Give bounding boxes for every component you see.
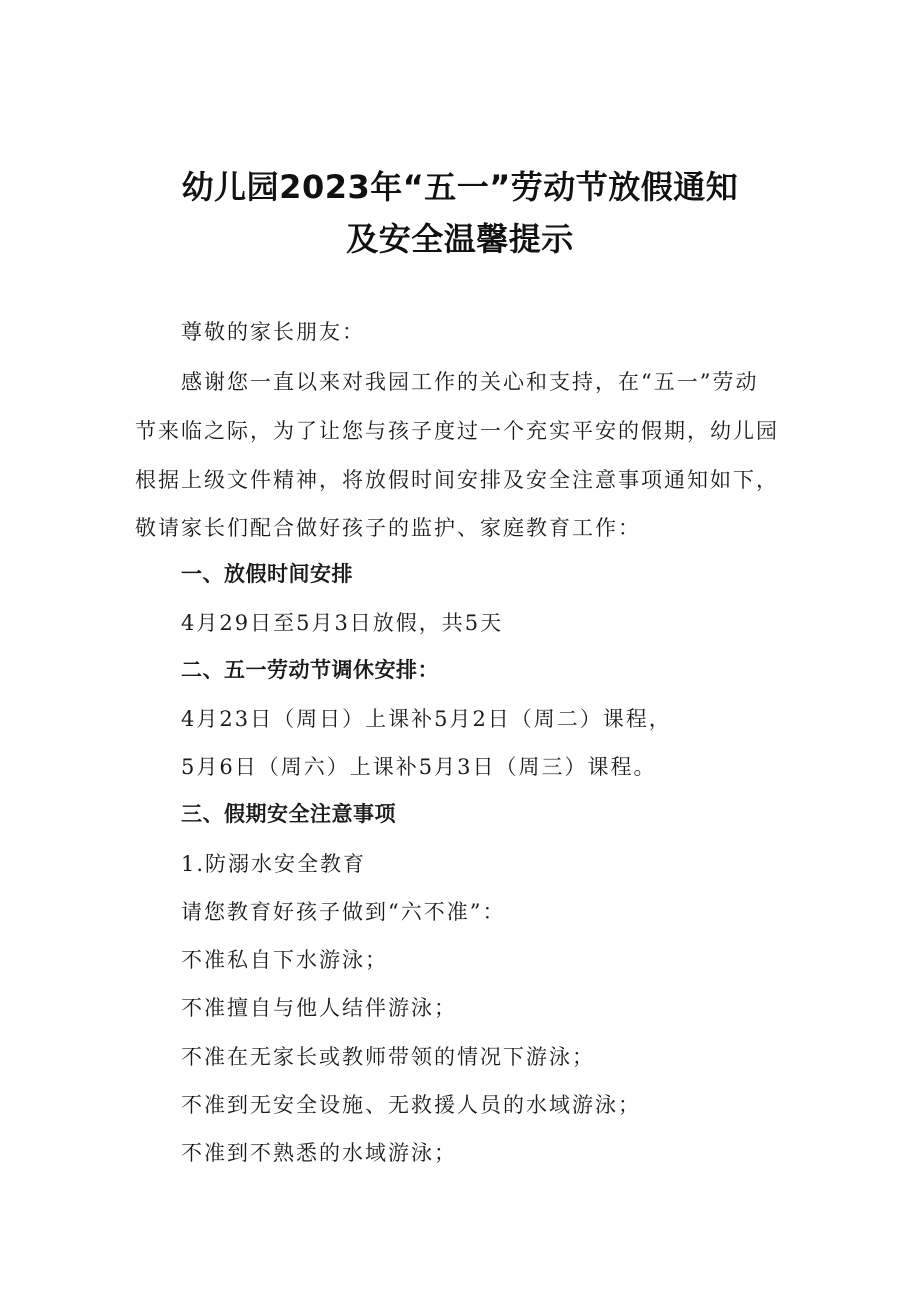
rule-item: 不准到不熟悉的水域游泳； [181, 1141, 457, 1165]
rule-item: 不准私自下水游泳； [181, 948, 388, 972]
greeting: 尊敬的家长朋友： [181, 320, 365, 344]
document-title-line-2: 及安全温馨提示 [346, 220, 574, 258]
intro-line-1: 感谢您一直以来对我园工作的关心和支持，在“五一”劳动 [181, 370, 759, 394]
section-3-prompt: 请您教育好孩子做到“六不准”： [181, 900, 506, 924]
section-3-heading: 三、假期安全注意事项 [181, 802, 396, 826]
document-title-line-1: 幼儿园2023年“五一”劳动节放假通知 [181, 168, 739, 206]
section-2-line-1: 4月23日（周日）上课补5月2日（周二）课程， [181, 707, 672, 731]
rule-item: 不准到无安全设施、无救援人员的水域游泳； [181, 1093, 641, 1117]
intro-line-2: 节来临之际，为了让您与孩子度过一个充实平安的假期，幼儿园 [135, 419, 779, 443]
intro-line-4: 敬请家长们配合做好孩子的监护、家庭教育工作： [135, 516, 641, 540]
rule-item: 不准在无家长或教师带领的情况下游泳； [181, 1045, 595, 1069]
section-1-heading: 一、放假时间安排 [181, 562, 353, 586]
section-2-heading: 二、五一劳动节调休安排： [181, 658, 439, 682]
section-1-text: 4月29日至5月3日放假，共5天 [181, 611, 504, 635]
intro-line-3: 根据上级文件精神，将放假时间安排及安全注意事项通知如下， [135, 468, 779, 492]
section-3-subheading: 1.防溺水安全教育 [181, 852, 367, 876]
rule-item: 不准擅自与他人结伴游泳； [181, 996, 457, 1020]
section-2-line-2: 5月6日（周六）上课补5月3日（周三）课程。 [181, 755, 657, 779]
